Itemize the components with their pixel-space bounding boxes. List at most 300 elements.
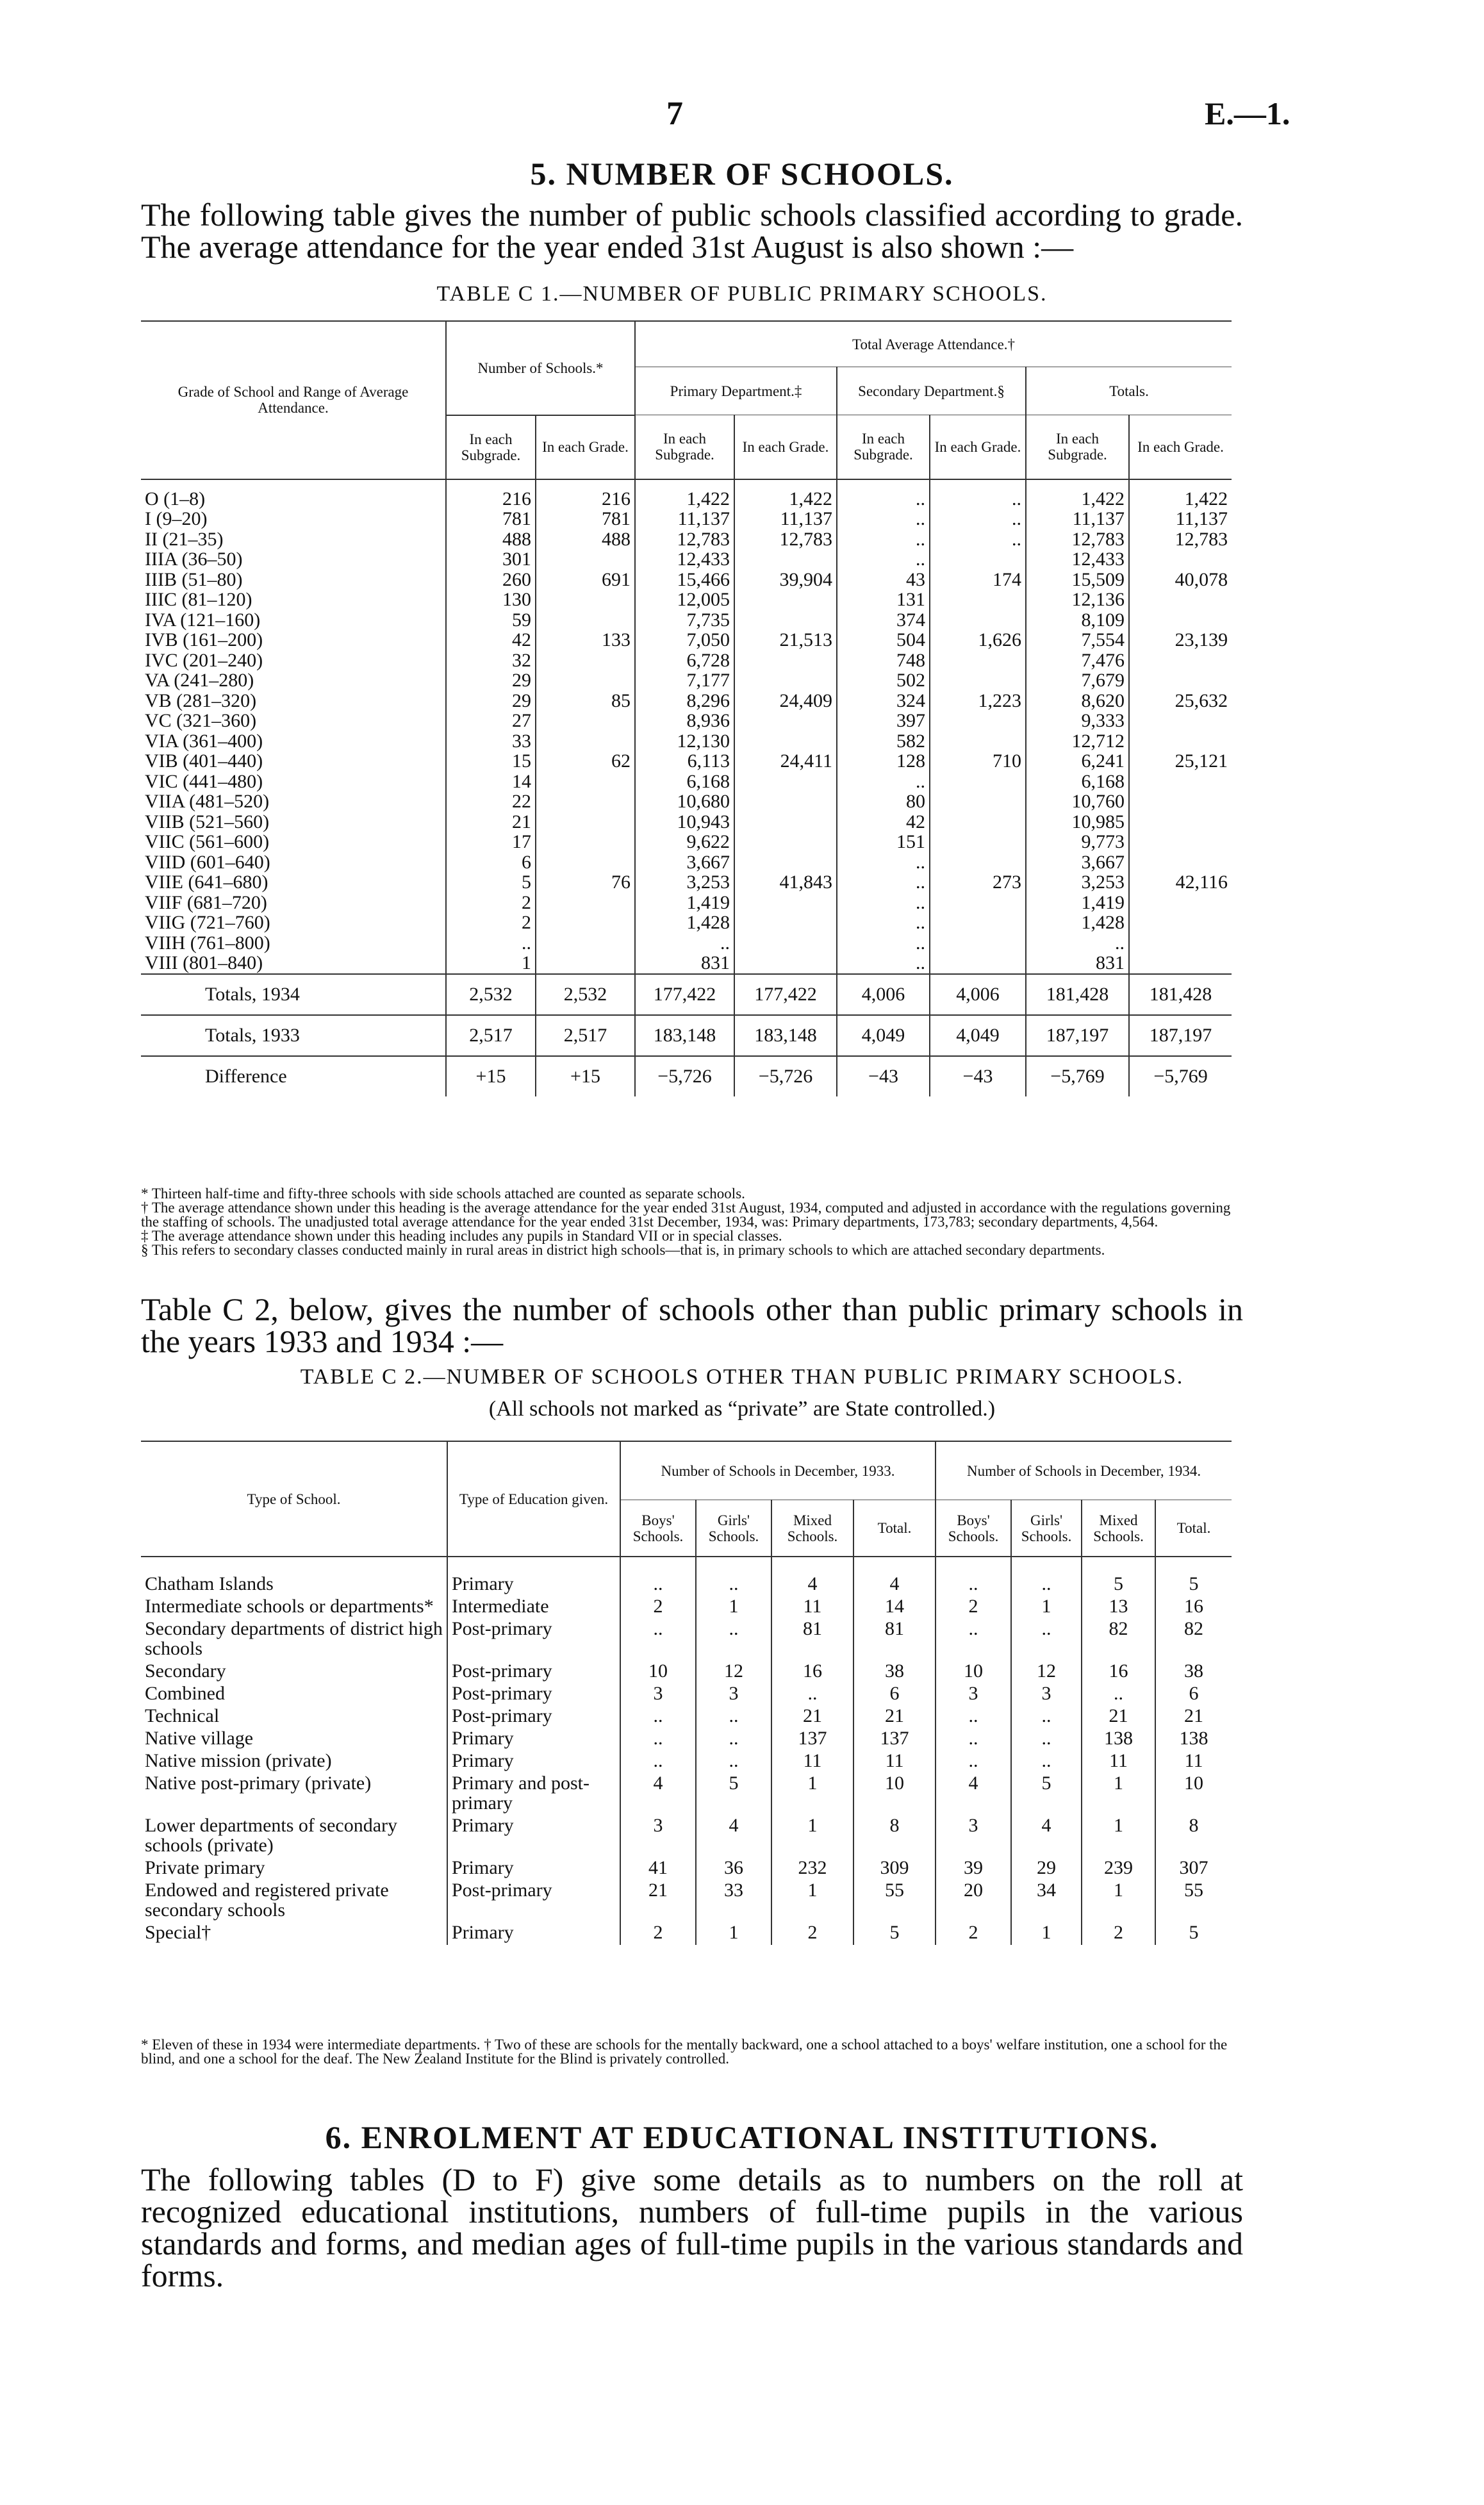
table-cell: 10,760 [1026,791,1129,812]
table-cell: 504 [837,630,930,650]
table-cell: .. [936,1619,1011,1661]
table-cell [1129,852,1232,873]
table-cell: 138 [1155,1728,1232,1751]
table-cell: 748 [837,650,930,671]
footnote: † The average attendance shown under this heading is the average attendance for the year ended 31st August, 1934, computed and adjusted in accordance with the regulations governing the staffing of schools. The unadjusted total average attendance for the year ended 31st December, 1934, was: Primary departments, 173,783; secondary departments, 4,564. [141,1200,1231,1230]
table-row [141,872,1232,893]
table-row [141,650,1232,671]
table-cell [1129,832,1232,852]
table-cell: 76 [536,872,635,893]
grade-label: VC (321–360) [145,710,257,731]
table-cell: 4,049 [837,1015,930,1056]
table-cell: 4 [696,1815,771,1858]
table-cell: 5 [1011,1773,1082,1815]
grade-label: IVB (161–200) [145,629,263,650]
header-totals: Totals. [1026,367,1232,415]
grade-label: VIIB (521–560) [145,811,270,832]
table-cell: +15 [536,1056,635,1096]
page-reference: E.—1. [1205,95,1290,131]
table-cell: .. [837,893,930,913]
table-cell: 41,843 [734,872,837,893]
school-type: Native mission (private) [145,1750,332,1771]
table-row [141,1596,1232,1619]
table-cell: 3 [1011,1683,1082,1706]
school-type: Lower departments of secondary schools (private) [145,1815,398,1856]
table-cell: .. [1011,1706,1082,1728]
table-cell: 137 [853,1728,936,1751]
header-girls: Girls' Schools. [1011,1500,1082,1557]
school-type: Technical [145,1705,220,1726]
header-dec-1934: Number of Schools in December, 1934. [936,1441,1232,1500]
education-type: Primary [447,1557,620,1596]
table-row [141,1922,1232,1945]
table-cell [1129,711,1232,731]
table-row [141,630,1232,650]
grade-label: VIIE (641–680) [145,872,268,893]
table-cell: .. [1026,933,1129,954]
table-cell: 25,121 [1129,751,1232,772]
table-cell: .. [936,1706,1011,1728]
table-cell: 3 [936,1815,1011,1858]
table-cell: .. [837,772,930,792]
table-cell: 1,422 [1129,479,1232,509]
table-row [141,933,1232,954]
table-cell [734,812,837,832]
table-cell: 1 [1011,1596,1082,1619]
table-cell: 4,049 [930,1015,1026,1056]
table-cell [734,852,837,873]
table-cell [734,832,837,852]
table-cell [1129,590,1232,610]
table-cell: 2,517 [536,1015,635,1056]
table-cell: 488 [446,529,536,550]
table-row [141,691,1232,711]
table-cell: 14 [853,1596,936,1619]
header-subgrade: In each Subgrade. [837,415,930,479]
table-cell: 29 [446,670,536,691]
table-cell: .. [696,1557,771,1596]
table-cell: 38 [1155,1661,1232,1683]
table-cell [734,933,837,954]
table-row [141,1773,1232,1815]
table-cell: 5 [1155,1922,1232,1945]
table-cell [930,953,1026,974]
table-cell: 7,554 [1026,630,1129,650]
table-row [141,1815,1232,1858]
table-cell: 301 [446,549,536,570]
table-cell: 42,116 [1129,872,1232,893]
table-cell: 11,137 [1129,509,1232,529]
table-cell: 131 [837,590,930,610]
table-cell: 21 [1082,1706,1155,1728]
table-cell [930,832,1026,852]
table-row [141,529,1232,550]
school-type: Private primary [145,1857,265,1878]
education-type: Primary [447,1922,620,1945]
table-cell [930,670,1026,691]
table-cell: 1,223 [930,691,1026,711]
table-cell: 34 [1011,1880,1082,1922]
table-cell: 40,078 [1129,570,1232,590]
table-cell [1129,650,1232,671]
table-cell: 10 [1155,1773,1232,1815]
table-row [141,711,1232,731]
table-cell: .. [930,509,1026,529]
table-row [141,1619,1232,1661]
table-cell: 21,513 [734,630,837,650]
table-cell: .. [696,1706,771,1728]
table-cell: 5 [696,1773,771,1815]
table-cell [536,711,635,731]
table-cell: 24,409 [734,691,837,711]
table-cell: 62 [536,751,635,772]
table-cell [536,772,635,792]
school-type: Secondary [145,1660,226,1682]
table-row [141,1858,1232,1880]
table-cell: 324 [837,691,930,711]
table-cell: 14 [446,772,536,792]
table-cell: 15 [446,751,536,772]
totals-label: Difference [141,1056,446,1096]
school-type: Native post-primary (private) [145,1773,372,1794]
table-cell: 9,333 [1026,711,1129,731]
table-c2-caption: TABLE C 2.—NUMBER OF SCHOOLS OTHER THAN PUBLIC PRIMARY SCHOOLS. [300,1365,1184,1389]
table-cell: 1,419 [635,893,734,913]
table-cell: 216 [536,479,635,509]
education-type: Primary [447,1858,620,1880]
header-grade-col: In each Grade. [734,415,837,479]
table-cell: 130 [446,590,536,610]
table-cell [1129,953,1232,974]
table-cell: 7,177 [635,670,734,691]
header-subgrade: In each Subgrade. [635,415,734,479]
table-cell: 10,943 [635,812,734,832]
table-cell: 374 [837,610,930,631]
table-cell [1129,610,1232,631]
table-c2-intro: Table C 2, below, gives the number of schools other than public primary schools in the years 1933 and 1934 :— [141,1291,1243,1359]
table-cell: 16 [1082,1661,1155,1683]
table-cell: −5,769 [1129,1056,1232,1096]
table-cell: 177,422 [734,974,837,1015]
table-cell [1129,791,1232,812]
education-type: Post-primary [447,1661,620,1683]
table-cell: 17 [446,832,536,852]
table-cell [930,852,1026,873]
table-cell: 1 [1011,1922,1082,1945]
table-cell: 4 [853,1557,936,1596]
table-cell: 12,783 [1026,529,1129,550]
table-cell: 13 [1082,1596,1155,1619]
table-cell: 137 [771,1728,853,1751]
table-cell: 2 [446,893,536,913]
table-cell: 42 [446,630,536,650]
education-type: Primary and post-primary [447,1773,620,1815]
table-cell: 21 [1155,1706,1232,1728]
table-cell: 1 [771,1815,853,1858]
header-total-average-attendance: Total Average Attendance.† [635,321,1232,367]
education-type: Primary [447,1728,620,1751]
table-cell [1129,812,1232,832]
header-grade: Grade of School and Range of Average Attendance. [141,321,446,479]
totals-label: Totals, 1934 [141,974,446,1015]
table-cell: 1,422 [635,479,734,509]
table-cell: 1,428 [635,913,734,933]
header-subgrade: In each Subgrade. [1026,415,1129,479]
table-cell: 11,137 [1026,509,1129,529]
table-c1 [141,320,1232,1096]
table-cell: 8,109 [1026,610,1129,631]
table-cell: 174 [930,570,1026,590]
table-cell: 24,411 [734,751,837,772]
table-cell [930,933,1026,954]
footnote: * Thirteen half-time and fifty-three schools with side schools attached are counted as separate schools. [141,1186,745,1202]
table-cell: 39 [936,1858,1011,1880]
school-type: Chatham Islands [145,1573,274,1594]
table-cell: .. [837,913,930,933]
table-cell [536,832,635,852]
table-cell: .. [696,1728,771,1751]
table-cell [930,549,1026,570]
table-cell: 582 [837,731,930,752]
table-cell: 781 [536,509,635,529]
table-cell: 8 [1155,1815,1232,1858]
school-type: Combined [145,1683,225,1704]
table-cell: .. [635,933,734,954]
table-cell: 1,422 [734,479,837,509]
table-cell: 32 [446,650,536,671]
table-cell: 5 [1082,1557,1155,1596]
table-cell: 3 [696,1683,771,1706]
table-cell: 9,773 [1026,832,1129,852]
table-cell: 1 [696,1922,771,1945]
table-cell [1129,772,1232,792]
table-cell: 11 [771,1596,853,1619]
table-cell: 33 [696,1880,771,1922]
header-type-of-school: Type of School. [141,1441,447,1557]
table-cell: 5 [1155,1557,1232,1596]
table-cell [734,549,837,570]
section-5-title: 5. NUMBER OF SCHOOLS. [530,156,954,192]
grade-label: IIIA (36–50) [145,549,243,570]
table-row [141,893,1232,913]
table-cell: 3,253 [1026,872,1129,893]
table-cell: 2,532 [446,974,536,1015]
table-cell: .. [936,1751,1011,1773]
table-cell: .. [696,1751,771,1773]
table-row [141,1683,1232,1706]
table-cell [930,590,1026,610]
school-type: Endowed and registered private secondary schools [145,1880,389,1921]
header-boys: Boys' Schools. [936,1500,1011,1557]
table-cell: .. [1011,1751,1082,1773]
header-total: Total. [853,1500,936,1557]
table-c2-subcaption: (All schools not marked as “private” are State controlled.) [488,1397,996,1421]
table-row [141,913,1232,933]
table-cell: 25,632 [1129,691,1232,711]
table-row [141,1706,1232,1728]
table-cell [536,953,635,974]
table-row [141,590,1232,610]
table-cell [1129,549,1232,570]
table-cell: 273 [930,872,1026,893]
table-row [141,852,1232,873]
table-cell: 3,253 [635,872,734,893]
education-type: Primary [447,1815,620,1858]
table-cell [536,913,635,933]
table-cell: 21 [620,1880,696,1922]
table-cell [930,610,1026,631]
table-cell: .. [936,1557,1011,1596]
grade-label: I (9–20) [145,508,208,529]
table-cell: 1 [771,1773,853,1815]
table-cell: 85 [536,691,635,711]
table-cell: 21 [853,1706,936,1728]
table-cell: 6,113 [635,751,734,772]
grade-label: VB (281–320) [145,690,257,711]
table-cell: .. [620,1619,696,1661]
table-cell: 781 [446,509,536,529]
table-cell: 23,139 [1129,630,1232,650]
grade-label: VA (241–280) [145,670,254,691]
table-cell: 16 [1155,1596,1232,1619]
table-cell: .. [837,872,930,893]
education-type: Post-primary [447,1880,620,1922]
table-cell: −5,769 [1026,1056,1129,1096]
table-cell [536,812,635,832]
table-cell: 1,419 [1026,893,1129,913]
table-cell: 4 [936,1773,1011,1815]
grade-label: VIID (601–640) [145,851,270,873]
school-type: Intermediate schools or departments* [145,1596,434,1617]
section-5-intro: The following table gives the number of public schools classified according to grade. The average attendance for the year ended 31st August is also shown :— [141,197,1243,265]
table-cell: 5 [853,1922,936,1945]
table-cell: 81 [853,1619,936,1661]
table-cell [734,791,837,812]
table-cell: 1 [446,953,536,974]
table-cell: 21 [771,1706,853,1728]
table-cell [734,650,837,671]
table-cell: −5,726 [635,1056,734,1096]
footnote: § This refers to secondary classes conducted mainly in rural areas in district high schools—that is, in primary schools to which are attached secondary departments. [141,1242,1105,1258]
section-6-text: The following tables (D to F) give some details as to numbers on the roll at recognized educational institutions, numbers of full-time pupils in the various standards and forms, and median ages of full-time pupils in the various standards and forms. [141,2162,1243,2294]
table-cell: 10 [853,1773,936,1815]
table-cell: 710 [930,751,1026,772]
table-cell: 181,428 [1026,974,1129,1015]
grade-label: VIIF (681–720) [145,891,267,913]
table-cell: .. [837,509,930,529]
table-cell: 4 [1011,1815,1082,1858]
totals-row [141,1015,1232,1056]
table-row [141,1557,1232,1596]
table-cell: 12,005 [635,590,734,610]
table-row [141,610,1232,631]
table-cell: 831 [1026,953,1129,974]
table-cell: 4 [620,1773,696,1815]
table-cell: .. [620,1751,696,1773]
table-cell: 2 [936,1922,1011,1945]
table-cell: 81 [771,1619,853,1661]
table-cell: .. [1011,1619,1082,1661]
table-cell: 33 [446,731,536,752]
table-cell: 187,197 [1129,1015,1232,1056]
header-mixed: Mixed Schools. [1082,1500,1155,1557]
header-girls: Girls' Schools. [696,1500,771,1557]
header-boys: Boys' Schools. [620,1500,696,1557]
table-cell: 10,680 [635,791,734,812]
footnote: ‡ The average attendance shown under this heading includes any pupils in Standard VII or in special classes. [141,1228,782,1244]
totals-label: Totals, 1933 [141,1015,446,1056]
table-cell: 8,296 [635,691,734,711]
table-cell [930,913,1026,933]
table-cell [734,893,837,913]
school-type: Special† [145,1922,211,1943]
table-cell: 7,476 [1026,650,1129,671]
table-cell [930,812,1026,832]
table-cell: 260 [446,570,536,590]
table-cell: 12,783 [734,529,837,550]
table-cell: 183,148 [734,1015,837,1056]
table-cell: .. [936,1728,1011,1751]
table-cell: 43 [837,570,930,590]
header-number-of-schools: Number of Schools.* [446,321,635,415]
table-cell: 42 [837,812,930,832]
table-cell: 307 [1155,1858,1232,1880]
table-cell: 12 [696,1661,771,1683]
table-row [141,812,1232,832]
table-cell: 1 [696,1596,771,1619]
table-cell [734,772,837,792]
table-cell: 11 [1155,1751,1232,1773]
table-cell: 187,197 [1026,1015,1129,1056]
table-cell: 1,626 [930,630,1026,650]
table-cell: 8,620 [1026,691,1129,711]
table-cell: 8 [853,1815,936,1858]
section-6-title: 6. ENROLMENT AT EDUCATIONAL INSTITUTIONS. [325,2119,1159,2155]
header-grade-col: In each Grade. [930,415,1026,479]
table-cell: .. [837,933,930,954]
table-cell: 1 [1082,1815,1155,1858]
table-cell: 232 [771,1858,853,1880]
table-cell [734,711,837,731]
table-cell: 831 [635,953,734,974]
table-cell: 6,728 [635,650,734,671]
table-cell: 38 [853,1661,936,1683]
table-cell [930,772,1026,792]
table-row [141,1751,1232,1773]
table-cell: 183,148 [635,1015,734,1056]
table-cell: .. [837,953,930,974]
table-cell: 6,241 [1026,751,1129,772]
table-cell: 216 [446,479,536,509]
table-cell [930,711,1026,731]
table-cell: .. [771,1683,853,1706]
table-cell: 12,783 [635,529,734,550]
table-cell: 2,532 [536,974,635,1015]
table-cell [1129,731,1232,752]
table-cell [536,893,635,913]
table-cell: 55 [853,1880,936,1922]
table-cell: 2,517 [446,1015,536,1056]
grade-label: VIIH (761–800) [145,932,270,954]
table-cell: 12 [1011,1661,1082,1683]
header-type-of-education: Type of Education given. [447,1441,620,1557]
table-row [141,791,1232,812]
table-cell: 20 [936,1880,1011,1922]
table-cell: .. [620,1557,696,1596]
table-cell: 5 [446,872,536,893]
table-cell [536,590,635,610]
header-grade-col: In each Grade. [1129,415,1232,479]
